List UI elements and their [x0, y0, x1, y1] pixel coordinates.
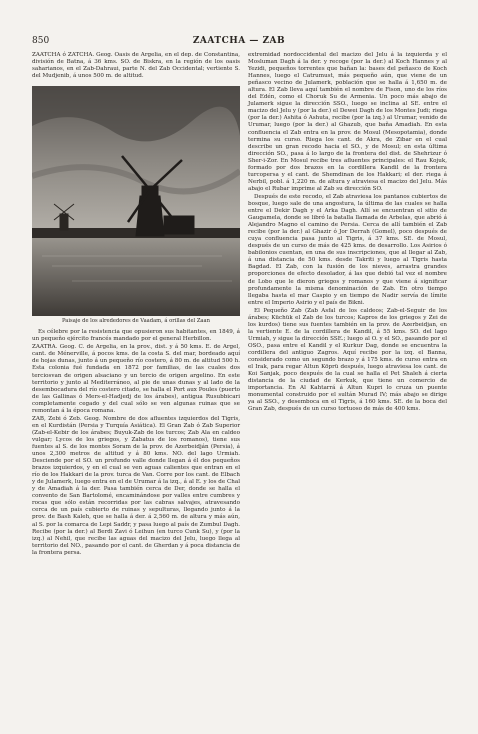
entry-zaatra: ZAATRA. Geog. C. de Argelia, en la prov., dist. y á 50 kms. E. de Argel, cant. de Ménerville, á pocos kms. de la costa S. del mar, bordeado aquí de hojas dunas, junto á un pequeño río costero, á 80 m. de altitud 500 h. Esta colonia fué fundada en 1872 por familias, de las cuales dos terciosvan de origen alsaciano y un tercio de origen argelino. En este territorio y junto al Mediterráneo, al pie de unas dunas y al lado de la desembocadura del río costero citado, se halla el Port aux Poules (puerto de las Gallinas ó Mers-el-Hadjedj de los árabes), antigua Rusubbicari completamente cegado y del cual sólo se ven algunas ruinas que se remontan á la época romana.	[32, 344, 240, 414]
entry-paragraph: Es célebre por la resistencia que opusieron sus habitantes, en 1849, á un pequeño ejército francés mandado por el general Herbillon.	[32, 329, 240, 343]
figure-caption: Paisaje de los alrededores de Vaadam, á orillas del Zaan	[62, 318, 210, 325]
entry-zab: ZAB, Zebi ó Zeb. Geog. Nombre de dos afluentes izquierdos del Tigris, en el Kurdistán (Persia y Turquía Asiática). El Gran Zab ó Zab Superior (Zab-el-Kebir de los árabes; Buyuk-Zab de los turcos; Zab Ala en caldeo vulgar; Lycos de los griegos, y Zabatus de los romanos), tiene sus fuentes al S. de los montes Soram de la prov. de Azerbeidján (Persia), á unos 2,300 metros de altitud y á 80 kms. NO. del lago Urmiah. Desciende por el SO. un profundo valle donde llegan á él dos pequeños brazos izquierdos, y en el cual se ven aguas calientes que entran en el río de los Hakkari de la prov. turca de Van. Corre por los cant. de Elbach y de Julamerk, luego entra en el de Urumar á la izq., á al E. y los de Chal y de Amadiah á la der. Pasa también cerca de Der, donde se halla el convento de San Bartolomé, encaminándose por valles entre cumbres y rocas que sólo están recorridas por las cabras salvajes, atravesando cerca de un país cubierto de ruinas y sepulturas, llegando junto á la prov. de Bash Kaleh, que se halla á der. á 2,560 m. de altura y más aún, al S. por la comarca de Lepi Saddr, y pasa luego al país de Zumbul Dagh. Recibe (por la der.) al Berdi Zavi ó Leihun (en turco Cunk Su), y (por la izq.) al Nehil, que recibe las aguas del macizo del Jelu, luego llega al territorio del NO., pasando por el cant. de Gherdan y á poca distancia de la frontera persa.	[32, 415, 240, 556]
page-number: 850	[32, 36, 50, 46]
page-header	[32, 36, 446, 50]
running-title: ZAATCHA — ZAB	[192, 36, 286, 46]
entry-paragraph: El Pequeño Zab (Zab Asfal de los caldeos; Zab-el-Seguir de los árabes; Küchük el Zab de los turcos; Kapros de los griegos y Zei de los kurdos) tiene sus fuentes también en la prov. de Azerbeidjan, en la vertiente E. de la cordillera de Kandil, á 55 kms. SO. del lago Urmiah, y sigue la dirección SSE.; luego al O. y el SO., pasando por el OSO., pasa entre el Kandil y el Kurkur Dag, donde se encuentra la cordillera del antiguo Zagros. Aquí recibe por la izq. el Banna, considerado como un segundo brazo y á 175 kms. de curso entra en el Irak, para regar Altun Köprü después, luego atraviesa los cant. de Koi Sanjak, poco después de la cual se halla el Pet Shaleh á cierta distancia de la ciudad de Kerkuk, que tiene un comercio de importancia. En Al Kahtarrá á Altun Kupri lo cruza un puente monumental construido por el sultán Murad IV; más abajo se dirige ya al SSO., y desemboca en el Tigris, á 160 kms. SE. de la boca del Gran Zab, después de un curso tortuoso de más de 400 kms.	[248, 307, 447, 413]
entry-paragraph: extremidad nordoccidental del macizo del Jelu á la izquierda y el Mosluman Dagh á la der. y recoge (por la der.) al Koch Hannes y al Yezidi, pequeños torrentes que bañan la: bases del peñasco de Koch Hannes, luego el Catrumust, más pequeño aún, que viene de un peñasco vecino de Julamerk, población que se halla á 1,650 m. de altura. El Zab lleva aquí también el nombre de Fison, uno de los ríos del Edén, como el Choruk Su de Armenia. Un poco más abajo de Julamerk sigue la dirección SSO., luego se inclina al SE. entre el macizo del Jelu y (por la der.) el Dewei Dagh de los Montes Judi; riega (por la der.) Ashita ó Ashuta, recibe (por la izq.) al Urumar, venido de Urumar, luego (por la der.) al Ghazub, que baña Amadiah. En esta confluencia el Zab entra en la prov. de Mosul (Mesopotamia), donde termina su curso. Riega los cant. de Akra, de Zibar en el cual describe un gran recodo hacia el SO., y de Mosul; en esta última dirección SO., pasa á lo largo de la frontera del dist. de Shehrizur ó Sher-i-Zor. En Mosul recibe tres afluentes principales: el Rau Kojuk, formado por dos brazos en la cordillera Kandil de la frontera turcopersa y el cant. de Shemdinan de los Hakkari; el der. riega á Nerbil, pobl. á 1,220 m. de altura y atraviesa el macizo del Jelu. Más abajo el Rubar imprime al Zab su dirección SO.	[248, 52, 448, 192]
landscape-engraving	[32, 86, 240, 316]
entry-paragraph: Después de este recodo, el Zab atraviesa los pantanos cubiertos de bosque, luego sale de una angostura, la última de las cuales se halla entre el Dekir Dagh y el Arka Dagh. Allí se encuentran el sitio de Gaugamela, donde se libró la batalla llamada de Arbelas, que abrió á Alejandro Magno el camino de Persia. Cerca de allí también el Zab recibe (por la der.) al Ghazir ó Jor Derrah (Gomel), poco después de cuya confluencia pasa junto al Tigris, á 37 kms. SE. de Mosul, después de un curso de más de 425 kms. de desarrollo. Los Asirios ó babilonios cuentan, en una de sus inscripciones, que al llegar al Zab, á una distancia de 50 kms. desde Takriti y luego al Tigris hasta Bagdad. El Zab, con la fusión de los nieves, arrastra grandes proporciones de efecto desolador, á las que debió tal vez el nombre de Lobo que le dieron griegos y romanos y que viene á significar profundamente la misma denominación de Zab. En otro tiempo llegaba hasta el mar Caspio y en tiempo de Nadir servía de límite entre el Imperio Asirio y el país de Bikni.	[248, 193, 447, 306]
entry-zaatcha: ZAATCHA ó ZATCHA. Geog. Oasis de Argelia, en el dep. de Constantina, división de Batna, á 36 kms. SO. de Biskra, en la región de los oasis saharianos, en el Zab-Dahraui, parte N. del Zab Occidental; vertiente S. del Mudjenib, á unos 500 m. de altitud.	[32, 52, 240, 80]
left-column	[32, 52, 240, 558]
windmill-illustration	[32, 86, 240, 316]
right-column	[248, 52, 447, 414]
